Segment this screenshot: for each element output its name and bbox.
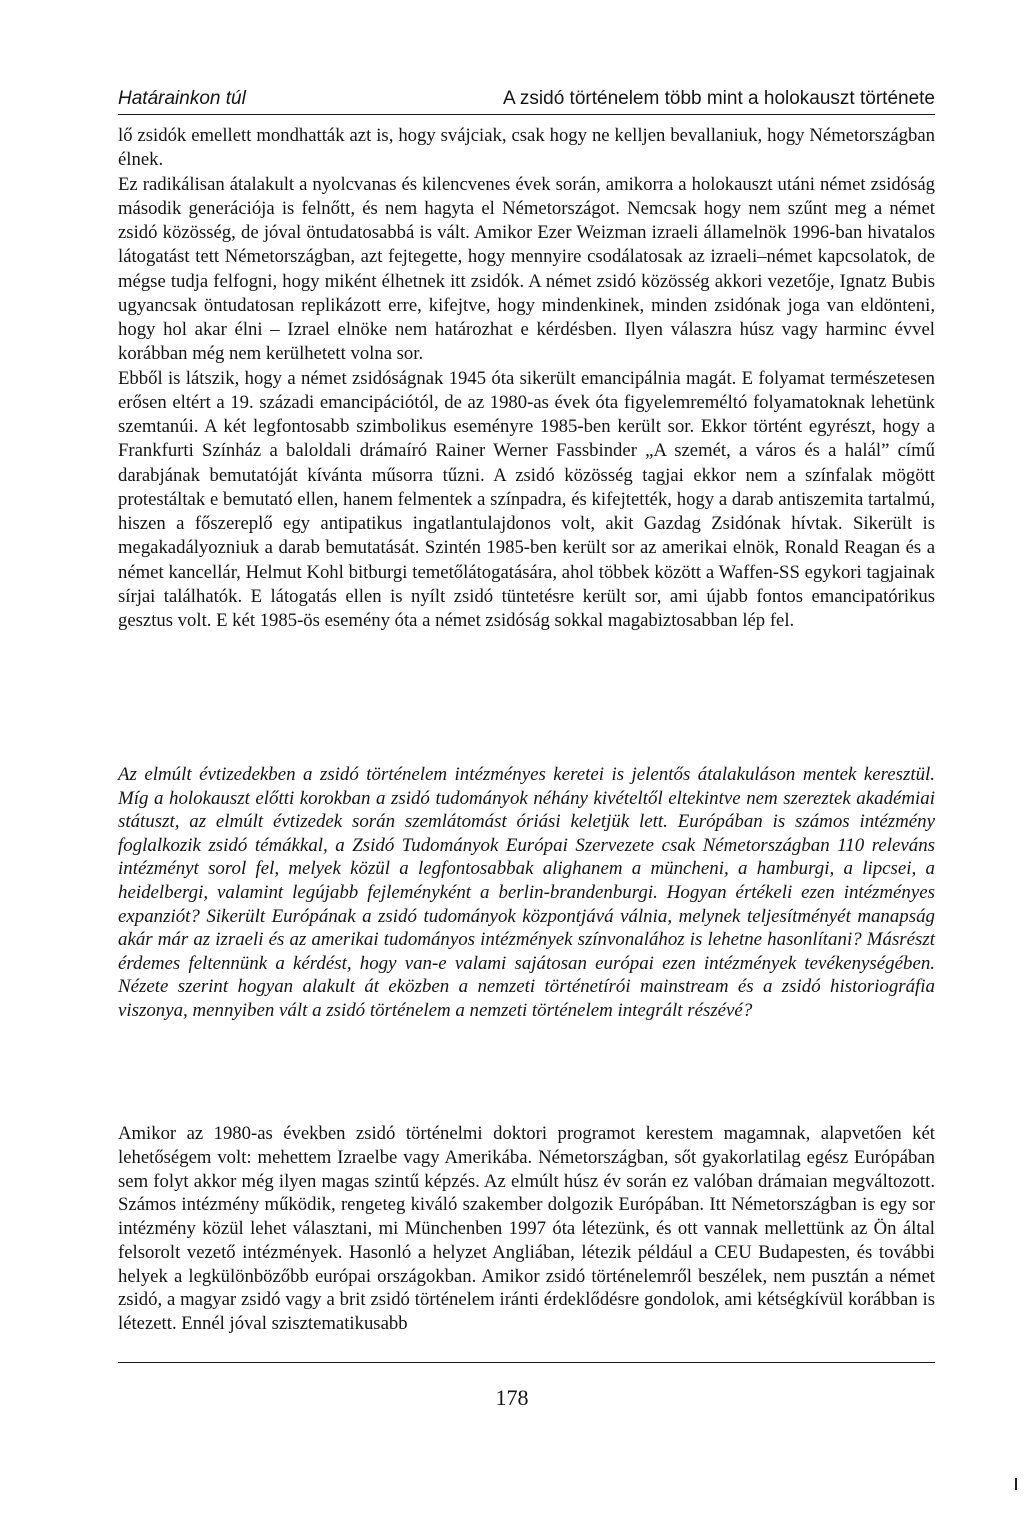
question-text: Az elmúlt évtizedekben a zsidó történelem intézményes keretei is jelentős átalakuláson mentek keresztül. Míg a holokauszt előtti korokban a zsidó tudományok néhány kivételtől eltekintve nem szereztek akadémiai státuszt, az elmúlt évtizedek során szemlátomást óriási keletjük lett. Európában is számos intézmény foglalkozik zsidó témákkal, a Zsidó Tudományok Európai Szervezete csak Németországban 110 releváns intézményt sorol fel, melyek közül a legfontosabbak alighanem a müncheni, a hamburgi, a lipcsei, a heidelbergi, valamint legújabb fejleményként a berlin-brandenburgi. Hogyan értékeli ezen intézményes expanziót? Sikerült Európának a zsidó tudományok központjává válnia, melynek teljesítményét manapság akár már az izraeli és az amerikai tudományos intézmények színvonalához is lehetne hasonlítani? Másrészt érdemes feltennünk a kérdést, hogy van-e valami sajátosan európai ezen intézmények tevékenységében. Nézete szerint hogyan alakult át eközben a nemzeti történetírói mainstream és a zsidó historiográfia viszonya, mennyiben vált a zsidó történelem a nemzeti történelem integrált részévé?: [118, 764, 935, 1021]
scan-edge-mark: [1015, 1478, 1017, 1490]
paragraph: Ez radikálisan átalakult a nyolcvanas és kilencvenes évek során, amikorra a holokauszt utáni német zsidóság második generációja is felnőtt, és nem hagyta el Németországot. Nemcsak hogy nem szűnt meg a német zsidó közösség, de jóval öntudatosabbá is vált. Amikor Ezer Weizman izraeli államelnök 1996-ban hivatalos látogatást tett Németországban, azt fejtegette, hogy mennyire csodálatosak az izraeli–német kapcsolatok, de mégse tudja felfogni, hogy miként élhetnek itt zsidók. A német zsidó közösség akkori vezetője, Ignatz Bubis ugyancsak öntudatosan replikázott erre, kifejtve, hogy mindenkinek, minden zsidónak joga van eldönteni, hogy hol akar élni – Izrael elnöke nem határozhat e kérdésben. Ilyen válaszra húsz vagy harminc évvel korábban még nem kerülhetett volna sor.: [118, 173, 935, 365]
header-chapter-title: A zsidó történelem több mint a holokauszt története: [503, 88, 935, 109]
interview-answer: [118, 1122, 935, 1336]
interview-question: [118, 763, 935, 1023]
running-header: [118, 84, 935, 115]
header-section-title: Határainkon túl: [118, 88, 246, 109]
paragraph: Ebből is látszik, hogy a német zsidóságnak 1945 óta sikerült emancipálnia magát. E folyamat természetesen erősen eltért a 19. századi emancipációtól, de az 1980-as évek óta figyelemreméltó folyamatoknak lehetünk szemtanúi. A két legfontosabb szimbolikus eseményre 1985-ben került sor. Ekkor történt egyrészt, hogy a Frankfurti Színház a baloldali drámaíró Rainer Werner Fassbinder „A szemét, a város és a halál” című darabjának bemutatóját kívánta műsorra tűzni. A zsidó közösség tagjai ekkor nem a színfalak mögött protestáltak e bemutató ellen, hanem felmentek a színpadra, és kifejtették, hogy a darab antiszemita tartalmú, hiszen a főszereplő egy antipatikus ingatlantulajdonos volt, akit Gazdag Zsidónak hívtak. Sikerült is megakadályozniuk a darab bemutatását. Szintén 1985-ben került sor az amerikai elnök, Ronald Reagan és a német kancellár, Helmut Kohl bitburgi temetőlátogatására, ahol többek között a Waffen-SS egykori tagjainak sírjai találhatók. E látogatás ellen is nyílt zsidó tüntetésre került sor, ami újabb fontos emancipatórikus gesztus volt. E két 1985-ös esemény óta a német zsidóság sokkal magabiztosabban lép fel.: [118, 367, 935, 631]
answer-text: Amikor az 1980-as években zsidó történelmi doktori programot kerestem magamnak, alapvetően két lehetőségem volt: mehettem Izraelbe vagy Amerikába. Németországban, sőt gyakorlatilag egész Európában sem folyt akkor még ilyen magas szintű képzés. Az elmúlt húsz év során ez valóban drámaian megváltozott. Számos intézmény működik, rengeteg kiváló szakember dolgozik Európában. Itt Németországban is egy sor intézmény közül lehet választani, mi Münchenben 1997 óta létezünk, és ott vannak mellettünk az Ön által felsorolt vezető intézmények. Hasonló a helyzet Angliában, létezik például a CEU Budapesten, és további helyek a legkülönbözőbb európai országokban. Amikor zsidó történelemről beszélek, nem pusztán a német zsidó, a magyar zsidó vagy a brit zsidó történelem iránti érdeklődésre gondolok, ami kétségkívül korábban is létezett. Ennél jóval szisztematikusabb: [118, 1123, 935, 1334]
paragraph-continuation: lő zsidók emellett mondhatták azt is, hogy svájciak, csak hogy ne kelljen bevallaniuk, hogy Németországban élnek.: [118, 125, 935, 171]
body-text: [118, 124, 935, 633]
page-number: 178: [495, 1385, 529, 1410]
footer-rule: [118, 1362, 935, 1363]
